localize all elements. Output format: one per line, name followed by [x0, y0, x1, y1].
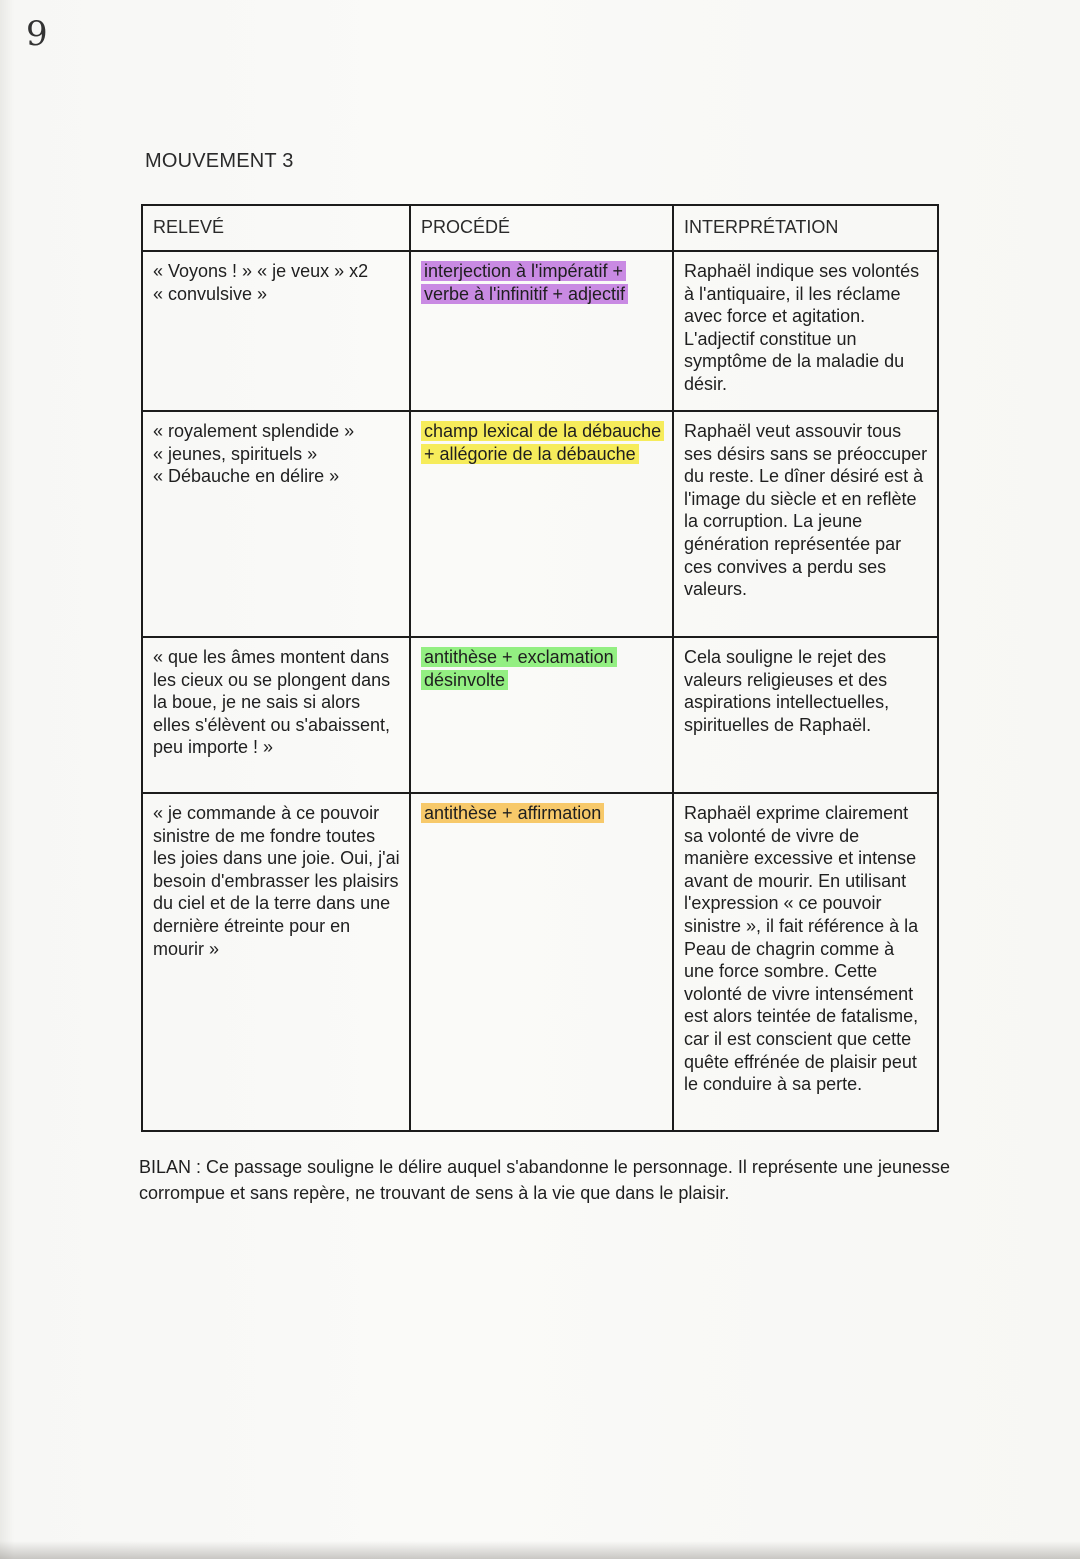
procede-cell	[410, 411, 673, 637]
releve-cell: « je commande à ce pouvoir sinistre de me fondre toutes les joies dans une joie. Oui, j'ai besoin d'embrasser les plaisirs du ciel et de la terre dans une dernière étreinte pour en mourir »	[142, 793, 410, 1131]
procede-cell	[410, 637, 673, 793]
releve-cell: « Voyons ! » « je veux » x2 « convulsive »	[142, 251, 410, 411]
releve-cell: « que les âmes montent dans les cieux ou se plongent dans la boue, je ne sais si alors elles s'élèvent ou s'abaissent, peu importe ! »	[142, 637, 410, 793]
table-row	[142, 793, 938, 1131]
highlighted-procede: champ lexical de la débauche + allégorie de la débauche	[421, 421, 664, 464]
analysis-table	[141, 204, 939, 1132]
bilan-paragraph: BILAN : Ce passage souligne le délire auquel s'abandonne le personnage. Il représente une jeunesse corrompue et sans repère, ne trouvant de sens à la vie que dans le plaisir.	[139, 1157, 951, 1203]
highlighted-procede: antithèse + affirmation	[421, 803, 604, 823]
header-interpretation: INTERPRÉTATION	[673, 205, 938, 251]
table-row	[142, 251, 938, 411]
procede-cell	[410, 793, 673, 1131]
procede-cell	[410, 251, 673, 411]
page-number: 9	[26, 14, 48, 54]
highlighted-procede: interjection à l'impératif + verbe à l'infinitif + adjectif	[421, 261, 628, 304]
highlighted-procede: antithèse + exclamation désinvolte	[421, 647, 617, 690]
interpretation-cell: Cela souligne le rejet des valeurs religieuses et des aspirations intellectuelles, spirituelles de Raphaël.	[673, 637, 938, 793]
interpretation-cell: Raphaël veut assouvir tous ses désirs sans se préoccuper du reste. Le dîner désiré est à l'image du siècle et en reflète la corruption. La jeune génération représentée par ces convives a perdu ses valeurs.	[673, 411, 938, 637]
page-edge-shadow	[0, 1541, 1080, 1559]
table-row	[142, 637, 938, 793]
releve-cell: « royalement splendide » « jeunes, spirituels » « Débauche en délire »	[142, 411, 410, 637]
header-procede: PROCÉDÉ	[410, 205, 673, 251]
interpretation-cell: Raphaël indique ses volontés à l'antiquaire, il les réclame avec force et agitation. L'adjectif constitue un symptôme de la maladie du désir.	[673, 251, 938, 411]
header-releve: RELEVÉ	[142, 205, 410, 251]
interpretation-cell: Raphaël exprime clairement sa volonté de vivre de manière excessive et intense avant de mourir. En utilisant l'expression « ce pouvoir sinistre », il fait référence à la Peau de chagrin comme à une force sombre. Cette volonté de vivre intensément est alors teintée de fatalisme, car il est conscient que cette quête effrénée de plaisir peut le conduire à sa perte.	[673, 793, 938, 1131]
table-row	[142, 411, 938, 637]
table-header-row	[142, 205, 938, 251]
section-title: MOUVEMENT 3	[145, 150, 294, 172]
